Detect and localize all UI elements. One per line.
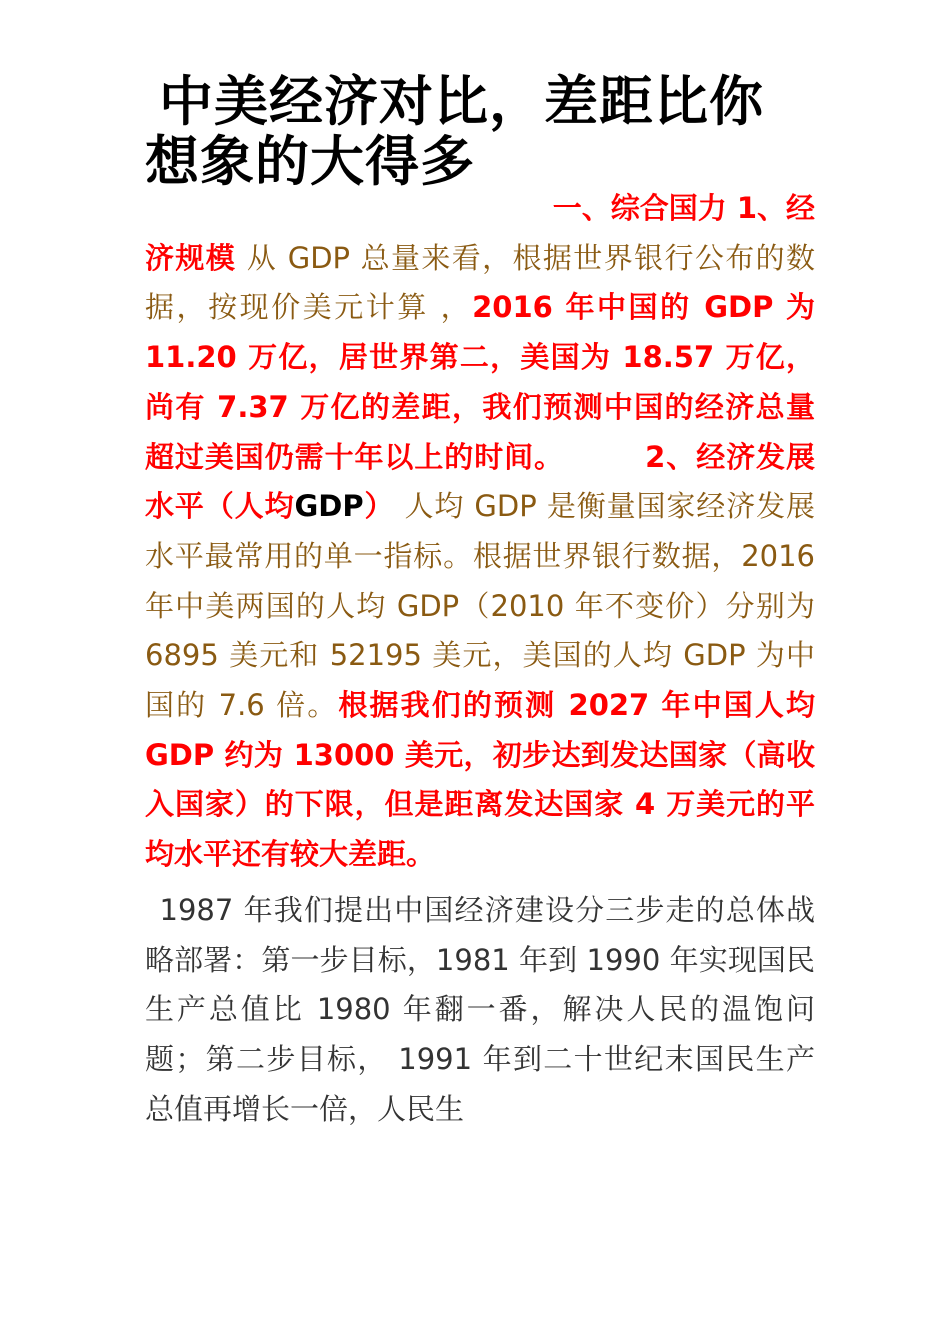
subheading-gdp-term: GDP xyxy=(294,489,364,524)
title-line-1: 中美经济对比，差距比你 xyxy=(159,70,764,133)
document-body xyxy=(145,184,815,1134)
gdp-total-text: 从 GDP 总量来看，根据世界银行公布的数据，按现价美元计算 ， xyxy=(145,240,815,325)
spacer-text xyxy=(564,440,645,474)
subheading-economic-scale: 济规模 xyxy=(145,240,237,275)
per-capita-forecast-highlight: 根据我们的预测 2027 年中国人均 GDP 约为 13000 美元，初步达到发达国家（高收入国家）的下限，但是距离发达国家 4 万美元的平均水平还有较大差距。 xyxy=(145,688,815,872)
per-capita-gdp-text: 人均 GDP 是衡量国家经济发展水平最常用的单一指标。根据世界银行数据，2016 年中美两国的人均 GDP（2010 年不变价）分别为 6895 美元和 52195 美元，美国的人均 GDP 为中国的 7.6 倍。 xyxy=(145,489,815,723)
three-step-strategy-paragraph: 1987 年我们提出中国经济建设分三步走的总体战略部署：第一步目标，1981 年到 1990 年实现国民生产总值比 1980 年翻一番，解决人民的温饱问题；第二步目标， 1991 年到二十世纪末国民生产总值再增长一倍，人民生 xyxy=(145,892,815,1126)
title-line-2: 想象的大得多 xyxy=(145,130,475,193)
document-title xyxy=(145,72,825,192)
subheading-close-paren: ） xyxy=(363,489,395,524)
subheading-development-level: 2、经济发展水平（人均 xyxy=(145,439,815,524)
section-heading-comprehensive-power: 一、综合国力 1、经 xyxy=(552,191,815,225)
gdp-total-highlight: 2016 年中国的 GDP 为 11.20 万亿，居世界第二，美国为 18.57 万亿，尚有 7.37 万亿的差距，我们预测中国的经济总量超过美国仍需十年以上的时间。 xyxy=(145,290,816,474)
